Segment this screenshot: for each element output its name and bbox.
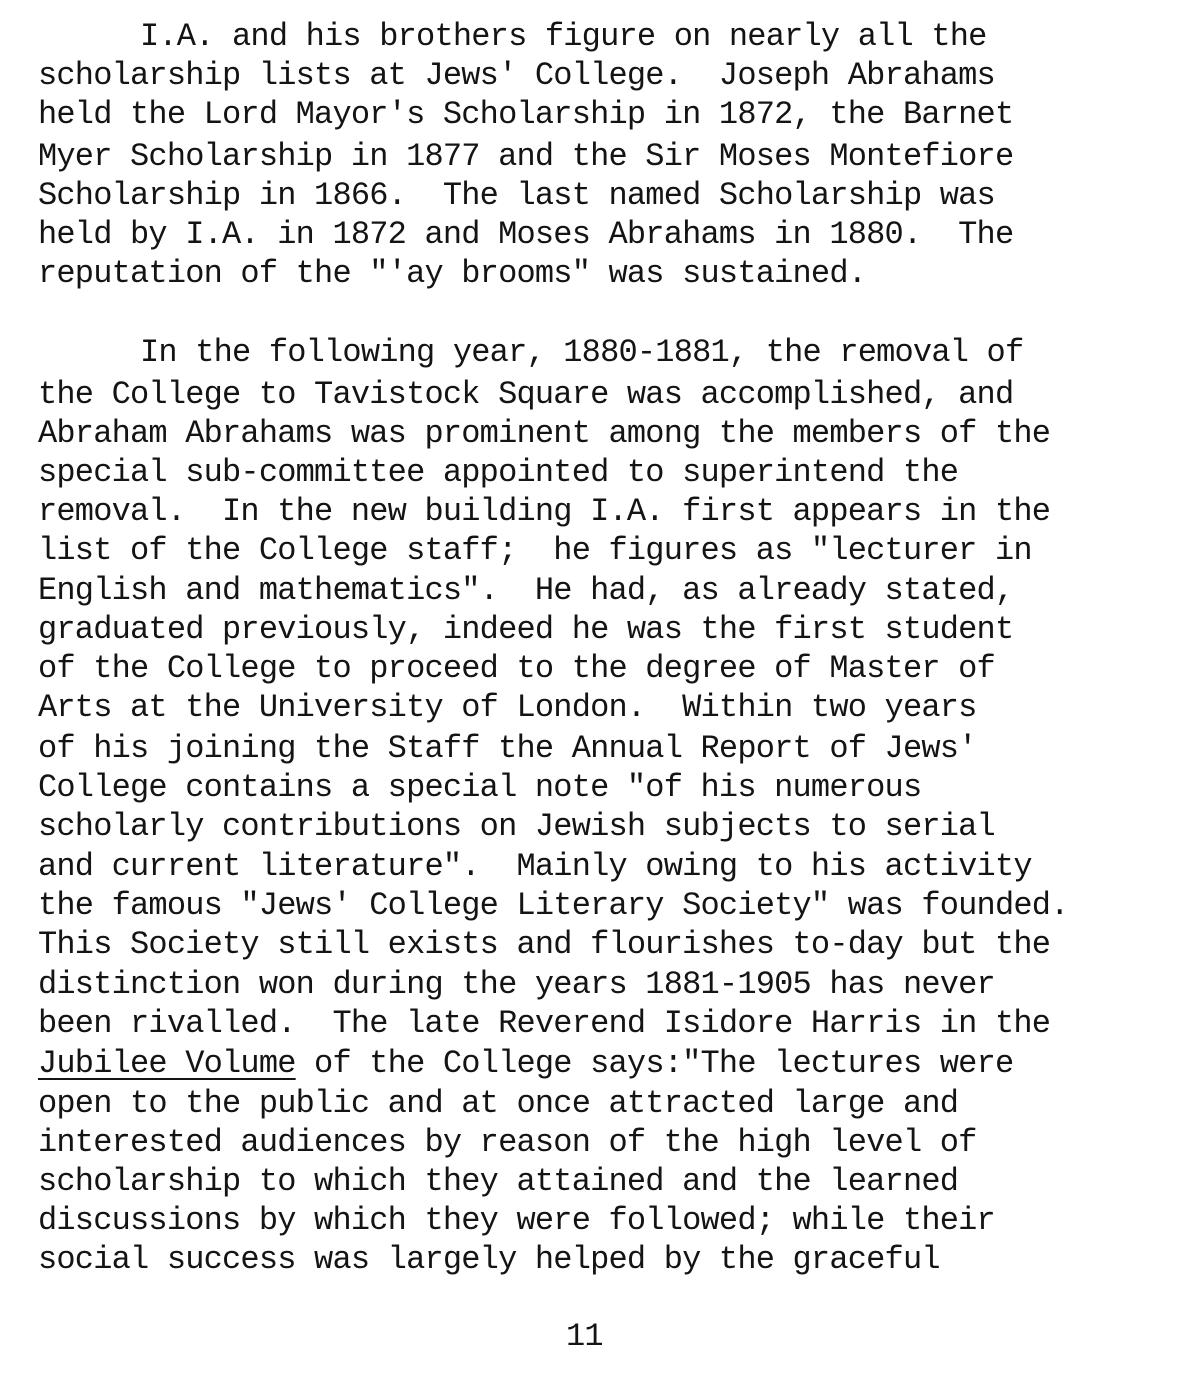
text-line: scholarly contributions on Jewish subjects to serial [38,808,995,845]
text-line: open to the public and at once attracted large and [38,1085,959,1122]
text-line: interested audiences by reason of the high level of [38,1124,977,1161]
text-line: reputation of the "'ay brooms" was sustained. [38,255,867,292]
text-line: graduated previously, indeed he was the first student [38,611,1014,648]
text-line: the College to Tavistock Square was accomplished, and [38,376,1014,413]
text-line: scholarship lists at Jews' College. Joseph Abrahams [38,57,995,94]
text-line: special sub-committee appointed to superintend the [38,454,959,491]
text-line: discussions by which they were followed; while their [38,1202,995,1239]
text-line: the famous "Jews' College Literary Society" was founded. [38,887,1069,924]
text-line: Abraham Abrahams was prominent among the members of the [38,415,1051,452]
text-line: of the College to proceed to the degree of Master of [38,650,995,687]
book-title-underlined: Jubilee Volume [38,1045,296,1082]
text-line [38,1045,1013,1083]
text-line: College contains a special note "of his numerous [38,769,922,806]
text-line: been rivalled. The late Reverend Isidore Harris in the [38,1005,1051,1042]
text-line: In the following year, 1880-1881, the removal of [140,334,1024,371]
text-line: distinction won during the years 1881-1905 has never [38,966,995,1003]
text-line: held the Lord Mayor's Scholarship in 1872, the Barnet [38,96,1014,133]
text-line: social success was largely helped by the graceful [38,1241,940,1278]
text-line: Myer Scholarship in 1877 and the Sir Moses Montefiore [38,138,1014,175]
text-fragment: of the College says:"The lectures were [295,1045,1014,1082]
text-line: scholarship to which they attained and the learned [38,1163,959,1200]
text-line: held by I.A. in 1872 and Moses Abrahams in 1880. The [38,216,1014,253]
text-line: English and mathematics". He had, as already stated, [38,572,1014,609]
text-line: This Society still exists and flourishes to-day but the [38,926,1051,963]
text-line: removal. In the new building I.A. first appears in the [38,493,1051,530]
text-line: list of the College staff; he figures as "lecturer in [38,532,1032,569]
page-number: 11 [566,1318,603,1355]
text-line: and current literature". Mainly owing to his activity [38,848,1032,885]
text-line: Arts at the University of London. Within two years [38,689,977,726]
text-line: Scholarship in 1866. The last named Scholarship was [38,177,995,214]
text-line: I.A. and his brothers figure on nearly all the [140,18,987,55]
text-line: of his joining the Staff the Annual Report of Jews' [38,730,977,767]
